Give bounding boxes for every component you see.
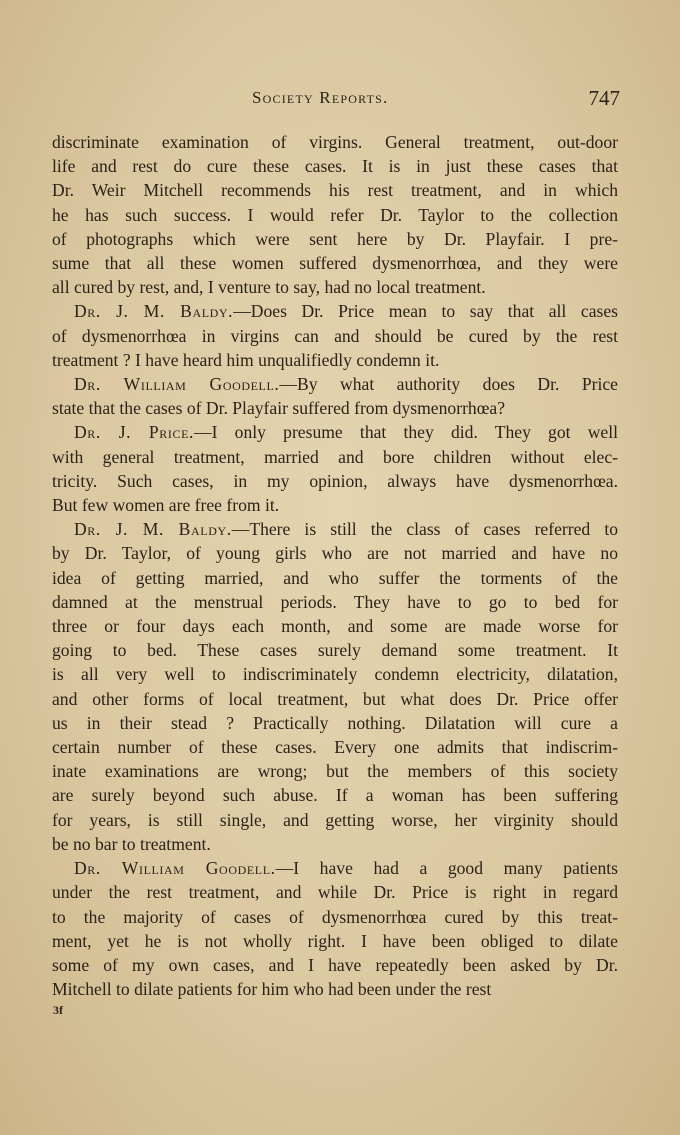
text-line: [52, 130, 618, 154]
paragraph: [52, 517, 618, 856]
text-line: [52, 324, 618, 348]
line-text: inate examinations are wrong; but the members of this society: [52, 761, 618, 782]
speaker-name: Dr. J. Price.: [74, 422, 195, 443]
line-text: state that the cases of Dr. Playfair suffered from dysmenorrhœa?: [52, 398, 506, 419]
paragraph: [52, 420, 618, 517]
text-line: [52, 203, 618, 227]
line-text: certain number of these cases. Every one admits that indiscrim-: [52, 737, 618, 758]
line-text: of photographs which were sent here by Dr. Playfair. I pre-: [52, 228, 618, 249]
speaker-name: Dr. J. M. Baldy.: [74, 519, 232, 540]
text-line: [52, 227, 618, 251]
line-text: going to bed. These cases surely demand some treatment. It: [52, 640, 618, 661]
line-text: damned at the menstrual periods. They have to go to bed for: [52, 591, 618, 612]
text-line: [52, 154, 618, 178]
line-text: —I only presume that they did. They got well: [194, 422, 619, 443]
signature-mark: 3f: [53, 1003, 63, 1017]
text-line: [52, 929, 618, 953]
body-text: [52, 130, 618, 1001]
text-line: [52, 420, 618, 444]
text-line: [52, 856, 618, 880]
text-line: [52, 493, 618, 517]
text-line: [52, 759, 618, 783]
paragraph: [52, 856, 618, 1001]
line-text: three or four days each month, and some are made worse for: [52, 616, 618, 637]
paragraph: [52, 299, 618, 372]
line-text: sume that all these women suffered dysmenorrhœa, and they were: [52, 253, 618, 274]
line-text: of dysmenorrhœa in virgins can and should be cured by the rest: [52, 325, 618, 346]
text-line: [52, 735, 618, 759]
line-text: ment, yet he is not wholly right. I have been obliged to dilate: [52, 930, 618, 951]
text-line: [52, 711, 618, 735]
line-text: life and rest do cure these cases. It is in just these cases that: [52, 156, 618, 177]
line-text: with general treatment, married and bore children without elec-: [52, 446, 618, 467]
line-text: —Does Dr. Price mean to say that all cases: [233, 301, 619, 322]
page-header: [52, 88, 622, 118]
line-text: and other forms of local treatment, but what does Dr. Price offer: [52, 688, 618, 709]
line-text: —I have had a good many patients: [275, 858, 618, 879]
text-line: [52, 662, 618, 686]
speaker-name: Dr. William Goodell.: [74, 858, 276, 879]
line-text: he has such success. I would refer Dr. Taylor to the collection: [52, 204, 618, 225]
text-line: [52, 566, 618, 590]
speaker-name: Dr. J. M. Baldy.: [74, 301, 234, 322]
line-text: Dr. Weir Mitchell recommends his rest treatment, and in which: [52, 180, 618, 201]
text-line: [52, 614, 618, 638]
line-text: be no bar to treatment.: [52, 833, 211, 854]
line-text: is all very well to indiscriminately condemn electricity, dilatation,: [52, 664, 618, 685]
text-line: [52, 953, 618, 977]
text-line: [52, 541, 618, 565]
paragraph: [52, 130, 618, 299]
text-line: [52, 687, 618, 711]
text-line: [52, 590, 618, 614]
paragraph: [52, 372, 618, 420]
text-line: [52, 299, 618, 323]
page-number: 747: [588, 86, 620, 110]
line-text: all cured by rest, and, I venture to say, had no local treatment.: [52, 277, 486, 298]
text-line: [52, 396, 618, 420]
line-text: to the majority of cases of dysmenorrhœa cured by this treat-: [52, 906, 618, 927]
line-text: by Dr. Taylor, of young girls who are not married and have no: [52, 543, 618, 564]
running-head: Society Reports.: [252, 88, 389, 107]
line-text: tricity. Such cases, in my opinion, always have dysmenorrhœa.: [52, 470, 618, 491]
text-line: [52, 905, 618, 929]
line-text: Mitchell to dilate patients for him who had been under the rest: [52, 979, 492, 1000]
text-line: [52, 880, 618, 904]
text-line: [52, 517, 618, 541]
line-text: But few women are free from it.: [52, 495, 280, 516]
line-text: —By what authority does Dr. Price: [279, 374, 618, 395]
text-line: [52, 178, 618, 202]
line-text: —There is still the class of cases referred to: [231, 519, 619, 540]
text-line: [52, 808, 618, 832]
text-line: [52, 251, 618, 275]
text-line: [52, 348, 618, 372]
text-line: [52, 372, 618, 396]
line-text: idea of getting married, and who suffer the torments of the: [52, 567, 618, 588]
text-line: [52, 638, 618, 662]
text-line: [52, 275, 618, 299]
text-line: [52, 783, 618, 807]
line-text: discriminate examination of virgins. General treatment, out-door: [52, 132, 618, 152]
line-text: some of my own cases, and I have repeatedly been asked by Dr.: [52, 954, 618, 975]
line-text: us in their stead ? Practically nothing. Dilatation will cure a: [52, 712, 618, 733]
line-text: treatment ? I have heard him unqualifiedly condemn it.: [52, 349, 440, 370]
text-line: [52, 832, 618, 856]
speaker-name: Dr. William Goodell.: [74, 374, 280, 395]
line-text: are surely beyond such abuse. If a woman has been suffering: [52, 785, 618, 806]
text-line: [52, 469, 618, 493]
line-text: under the rest treatment, and while Dr. Price is right in regard: [52, 882, 618, 903]
line-text: for years, is still single, and getting worse, her virginity should: [52, 809, 618, 830]
text-line: [52, 977, 618, 1001]
text-line: [52, 445, 618, 469]
